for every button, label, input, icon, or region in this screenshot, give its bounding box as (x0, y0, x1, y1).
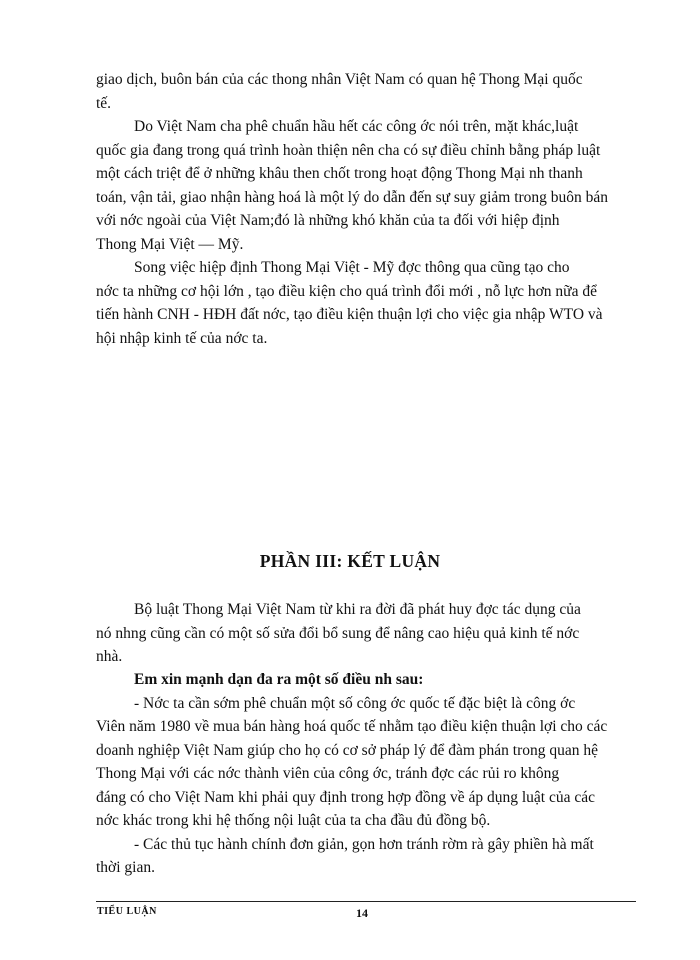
paragraph-conclusion (96, 598, 616, 669)
text-line: doanh nghiệp Việt Nam giúp cho họ có cơ sở pháp lý để đàm phán trong quan hệ (96, 741, 599, 759)
text-line: giao dịch, buôn bán của các thong nhân Việt Nam có quan hệ Thong Mại quốc (96, 71, 583, 88)
text-line: tế. (96, 94, 112, 112)
section-heading: PHẦN III: KẾT LUẬN (259, 551, 441, 571)
text-line: nớc khác trong khi hệ thống nội luật của ta cha đầu đủ đồng bộ. (96, 812, 491, 829)
text-line: Thong Mại Việt — Mỹ. (96, 235, 244, 253)
text-line: - Nớc ta cần sớm phê chuẩn một số công ớc quốc tế đặc biệt là công ớc (134, 694, 576, 712)
paragraph-treaty (96, 115, 616, 256)
paragraph-recommendations (96, 668, 616, 880)
text-line: nó nhng cũng cần có một số sửa đổi bổ sung để nâng cao hiệu quả kinh tế nớc (96, 624, 580, 642)
text-line: - Các thủ tục hành chính đơn giản, gọn hơn tránh rờm rà gây phiền hà mất (134, 835, 594, 853)
recommendations-lead: Em xin mạnh dạn đa ra một số điều nh sau: (134, 671, 424, 688)
text-line: Song việc hiệp định Thong Mại Việt - Mỹ đợc thông qua cũng tạo cho (134, 259, 570, 276)
text-line: nhà. (96, 648, 123, 665)
paragraph-continuation (96, 68, 616, 115)
footer-label: TIỂU LUẬN (97, 906, 157, 917)
text-line: hội nhập kinh tế của nớc ta. (96, 329, 268, 347)
text-line: nớc ta những cơ hội lớn , tạo điều kiện cho quá trình đổi mới , nỗ lực hơn nữa để (96, 282, 597, 300)
text-line: toán, vận tải, giao nhận hàng hoá là một lý do dẫn đến sự suy giảm trong buôn bán (96, 188, 609, 206)
text-line: với nớc ngoài của Việt Nam;đó là những khó khăn của ta đối với hiệp định (96, 212, 560, 229)
footer-divider (96, 901, 636, 902)
text-line: thời gian. (96, 859, 155, 876)
text-line: Viên năm 1980 về mua bán hàng hoá quốc tế nhằm tạo điều kiện thuận lợi cho các (96, 718, 608, 735)
text-line: một cách triệt để ở những khâu then chốt trong hoạt động Thong Mại nh thanh (96, 165, 583, 182)
text-line: Do Việt Nam cha phê chuẩn hầu hết các công ớc nói trên, mặt khác,luật (134, 118, 579, 135)
text-line: Thong Mại với các nớc thành viên của công ớc, tránh đợc các rủi ro không (96, 765, 560, 782)
text-line: tiến hành CNH - HĐH đất nớc, tạo điều kiện thuận lợi cho việc gia nhập WTO và (96, 306, 603, 323)
paragraph-agreement (96, 256, 616, 350)
text-line: Bộ luật Thong Mại Việt Nam từ khi ra đời đã phát huy đợc tác dụng của (134, 601, 581, 618)
text-line: quốc gia đang trong quá trình hoàn thiện nên cha có sự điều chỉnh bằng pháp luật (96, 141, 601, 159)
text-line: đáng có cho Việt Nam khi phải quy định trong hợp đồng về áp dụng luật của các (96, 788, 595, 806)
page-number: 14 (356, 906, 368, 920)
